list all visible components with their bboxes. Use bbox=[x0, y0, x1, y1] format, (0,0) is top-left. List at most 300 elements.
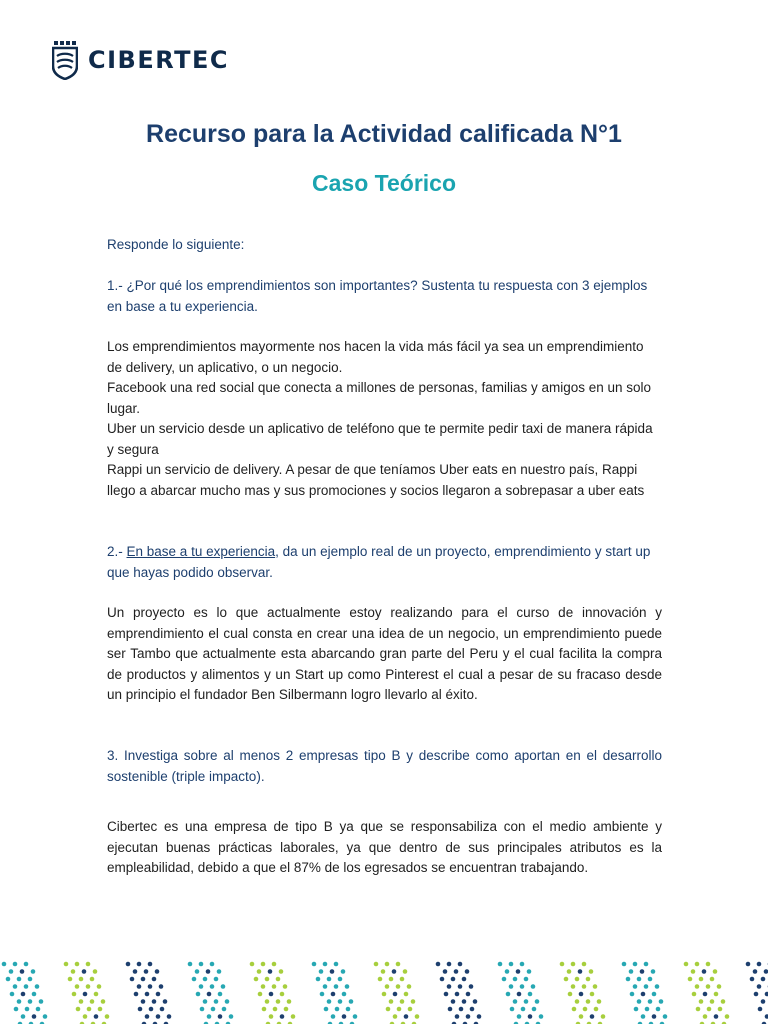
pattern-dot bbox=[695, 984, 700, 989]
pattern-dot bbox=[75, 962, 80, 967]
pattern-dot bbox=[590, 992, 595, 997]
pattern-dot bbox=[532, 1007, 537, 1012]
pattern-dot bbox=[528, 992, 533, 997]
pattern-dot bbox=[579, 992, 584, 997]
pattern-dot bbox=[583, 1007, 588, 1012]
pattern-dot bbox=[210, 962, 215, 967]
pattern-dot bbox=[498, 962, 503, 967]
pattern-dot bbox=[528, 1014, 533, 1019]
pattern-dot bbox=[758, 1007, 763, 1012]
pattern-dot bbox=[648, 999, 653, 1004]
pattern-dot bbox=[195, 969, 200, 974]
pattern-dot bbox=[718, 1007, 723, 1012]
pattern-dot bbox=[24, 984, 29, 989]
pattern-dot bbox=[98, 1007, 103, 1012]
pattern-dot bbox=[517, 992, 522, 997]
pattern-dot bbox=[597, 999, 602, 1004]
pattern-dot bbox=[473, 999, 478, 1004]
pattern-dot bbox=[261, 984, 266, 989]
pattern-dot bbox=[272, 962, 277, 967]
pattern-dot bbox=[761, 977, 766, 982]
pattern-dot bbox=[448, 1007, 453, 1012]
pattern-dot bbox=[273, 1007, 278, 1012]
pattern-dot bbox=[400, 999, 405, 1004]
pattern-dot bbox=[408, 1007, 413, 1012]
pattern-dot bbox=[725, 1014, 730, 1019]
pattern-dot bbox=[319, 969, 324, 974]
pattern-dot bbox=[97, 984, 102, 989]
pattern-dot bbox=[31, 969, 36, 974]
pattern-dot bbox=[706, 984, 711, 989]
footer-dot-pattern bbox=[0, 958, 768, 1024]
pattern-dot bbox=[601, 1014, 606, 1019]
pattern-dot bbox=[513, 999, 518, 1004]
question-2 bbox=[107, 542, 662, 583]
pattern-dot bbox=[200, 1007, 205, 1012]
pattern-dot bbox=[707, 1007, 712, 1012]
pattern-dot bbox=[156, 992, 161, 997]
pattern-dot bbox=[94, 1014, 99, 1019]
pattern-dot bbox=[25, 1007, 30, 1012]
pattern-dot bbox=[466, 1014, 471, 1019]
pattern-dot bbox=[560, 962, 565, 967]
pattern-dot bbox=[32, 992, 37, 997]
pattern-dot bbox=[520, 984, 525, 989]
pattern-dot bbox=[323, 984, 328, 989]
pattern-dot bbox=[331, 992, 336, 997]
pattern-dot bbox=[214, 977, 219, 982]
pattern-dot bbox=[141, 977, 146, 982]
pattern-dot bbox=[199, 984, 204, 989]
pattern-dot bbox=[713, 969, 718, 974]
pattern-dot bbox=[82, 969, 87, 974]
brand-name: CIBERTEC bbox=[88, 46, 230, 74]
answer-3: Cibertec es una empresa de tipo B ya que se responsabiliza con el medio ambiente y ejecutan buenas prácticas laborales, ya que dentro de sus principales atributos es la empleabilidad, debido a que el 87% de los egresados se encuentran trabajando. bbox=[107, 819, 662, 875]
pattern-dot bbox=[477, 1014, 482, 1019]
pattern-dot bbox=[753, 969, 758, 974]
pattern-dot bbox=[152, 999, 157, 1004]
pattern-dot bbox=[590, 1014, 595, 1019]
pattern-dot bbox=[582, 962, 587, 967]
pattern-dot bbox=[447, 984, 452, 989]
pattern-dot bbox=[35, 984, 40, 989]
pattern-dot bbox=[188, 962, 193, 967]
pattern-dot bbox=[455, 1014, 460, 1019]
pattern-dot bbox=[640, 969, 645, 974]
pattern-dot bbox=[392, 969, 397, 974]
pattern-dot bbox=[268, 969, 273, 974]
pattern-dot bbox=[764, 969, 768, 974]
pattern-dot bbox=[284, 1007, 289, 1012]
pattern-dot bbox=[217, 969, 222, 974]
pattern-dot bbox=[572, 1007, 577, 1012]
pattern-dot bbox=[385, 962, 390, 967]
pattern-dot bbox=[346, 1007, 351, 1012]
pattern-dot bbox=[20, 969, 25, 974]
pattern-dot bbox=[229, 1014, 234, 1019]
pattern-dot bbox=[163, 999, 168, 1004]
pattern-dot bbox=[155, 969, 160, 974]
pattern-dot bbox=[393, 1014, 398, 1019]
pattern-dot bbox=[83, 992, 88, 997]
pattern-dot bbox=[36, 1007, 41, 1012]
pattern-dot bbox=[757, 984, 762, 989]
pattern-dot bbox=[32, 1014, 37, 1019]
pattern-dot bbox=[706, 962, 711, 967]
pattern-dot bbox=[652, 1014, 657, 1019]
pattern-dot bbox=[564, 977, 569, 982]
pattern-dot bbox=[699, 999, 704, 1004]
pattern-dot bbox=[269, 1014, 274, 1019]
pattern-dot bbox=[757, 962, 762, 967]
pattern-dot bbox=[93, 969, 98, 974]
pattern-dot bbox=[629, 969, 634, 974]
pattern-dot bbox=[257, 969, 262, 974]
pattern-dot bbox=[211, 1007, 216, 1012]
pattern-dot bbox=[68, 977, 73, 982]
pattern-dot bbox=[527, 969, 532, 974]
cibertec-shield-icon bbox=[52, 40, 78, 80]
pattern-dot bbox=[684, 962, 689, 967]
pattern-dot bbox=[222, 1007, 227, 1012]
pattern-dot bbox=[196, 992, 201, 997]
pattern-dot bbox=[459, 1007, 464, 1012]
page-title: Recurso para la Actividad calificada N°1 bbox=[146, 120, 622, 148]
pattern-dot bbox=[396, 984, 401, 989]
pattern-dot bbox=[225, 999, 230, 1004]
pattern-dot bbox=[663, 1014, 668, 1019]
pattern-dot bbox=[436, 962, 441, 967]
pattern-dot bbox=[17, 977, 22, 982]
question-2-prefix: 2.- bbox=[107, 544, 127, 559]
pattern-dot bbox=[517, 1014, 522, 1019]
pattern-dot bbox=[126, 962, 131, 967]
pattern-dot bbox=[465, 969, 470, 974]
pattern-dot bbox=[714, 992, 719, 997]
pattern-dot bbox=[692, 992, 697, 997]
pattern-dot bbox=[13, 984, 18, 989]
pattern-dot bbox=[2, 962, 7, 967]
pattern-dot bbox=[648, 977, 653, 982]
pattern-dot bbox=[645, 1007, 650, 1012]
pattern-dot bbox=[568, 992, 573, 997]
pattern-dot bbox=[535, 999, 540, 1004]
pattern-dot bbox=[717, 984, 722, 989]
pattern-dot bbox=[79, 999, 84, 1004]
pattern-dot bbox=[750, 977, 755, 982]
pattern-dot bbox=[76, 1007, 81, 1012]
pattern-dot bbox=[13, 962, 18, 967]
pattern-dot bbox=[338, 977, 343, 982]
pattern-dot bbox=[279, 969, 284, 974]
pattern-dot bbox=[101, 999, 106, 1004]
pattern-dot bbox=[710, 977, 715, 982]
answer-1-paragraph: Los emprendimientos mayormente nos hacen la vida más fácil ya sea un emprendimiento de delivery, un aplicativo, o un negocio. bbox=[107, 339, 644, 375]
pattern-dot bbox=[513, 977, 518, 982]
pattern-dot bbox=[265, 999, 270, 1004]
pattern-dot bbox=[272, 984, 277, 989]
pattern-dot bbox=[137, 962, 142, 967]
pattern-dot bbox=[21, 992, 26, 997]
pattern-dot bbox=[637, 999, 642, 1004]
pattern-dot bbox=[75, 984, 80, 989]
pattern-dot bbox=[86, 962, 91, 967]
pattern-dot bbox=[462, 977, 467, 982]
pattern-dot bbox=[447, 962, 452, 967]
pattern-dot bbox=[454, 969, 459, 974]
pattern-dot bbox=[334, 962, 339, 967]
pattern-dot bbox=[214, 999, 219, 1004]
pattern-dot bbox=[90, 999, 95, 1004]
pattern-dot bbox=[338, 999, 343, 1004]
pattern-dot bbox=[276, 977, 281, 982]
pattern-dot bbox=[156, 1014, 161, 1019]
pattern-dot bbox=[342, 1014, 347, 1019]
pattern-dot bbox=[276, 999, 281, 1004]
pattern-dot bbox=[509, 962, 514, 967]
pattern-dot bbox=[105, 1014, 110, 1019]
pattern-dot bbox=[134, 992, 139, 997]
pattern-dot bbox=[509, 984, 514, 989]
pattern-dot bbox=[207, 1014, 212, 1019]
pattern-dot bbox=[633, 984, 638, 989]
pattern-dot bbox=[415, 1014, 420, 1019]
pattern-dot bbox=[524, 977, 529, 982]
pattern-dot bbox=[594, 1007, 599, 1012]
pattern-dot bbox=[641, 1014, 646, 1019]
pattern-dot bbox=[265, 977, 270, 982]
pattern-dot bbox=[586, 999, 591, 1004]
pattern-dot bbox=[393, 992, 398, 997]
pattern-dot bbox=[334, 984, 339, 989]
pattern-dot bbox=[90, 977, 95, 982]
pattern-dot bbox=[283, 984, 288, 989]
pattern-dot bbox=[714, 1014, 719, 1019]
pattern-dot bbox=[79, 977, 84, 982]
pattern-dot bbox=[524, 999, 529, 1004]
pattern-dot bbox=[444, 992, 449, 997]
pattern-dot bbox=[374, 962, 379, 967]
pattern-dot bbox=[43, 1014, 48, 1019]
pattern-dot bbox=[634, 1007, 639, 1012]
pattern-dot bbox=[87, 1007, 92, 1012]
pattern-dot bbox=[703, 1014, 708, 1019]
answer-1 bbox=[107, 337, 662, 501]
pattern-dot bbox=[327, 977, 332, 982]
pattern-dot bbox=[651, 969, 656, 974]
pattern-dot bbox=[699, 977, 704, 982]
pattern-dot bbox=[703, 992, 708, 997]
pattern-dot bbox=[159, 984, 164, 989]
pattern-dot bbox=[28, 999, 33, 1004]
pattern-dot bbox=[6, 977, 11, 982]
pattern-dot bbox=[386, 1007, 391, 1012]
pattern-dot bbox=[378, 977, 383, 982]
pattern-dot bbox=[622, 962, 627, 967]
pattern-dot bbox=[396, 962, 401, 967]
pattern-dot bbox=[221, 984, 226, 989]
pattern-dot bbox=[637, 977, 642, 982]
pattern-dot bbox=[327, 999, 332, 1004]
question-3: 3. Investiga sobre al menos 2 empresas tipo B y describe como aportan en el desarrollo sostenible (triple impacto). bbox=[107, 748, 662, 784]
pattern-dot bbox=[262, 1007, 267, 1012]
instruction-text: Responde lo siguiente: bbox=[107, 237, 245, 252]
pattern-dot bbox=[407, 984, 412, 989]
pattern-dot bbox=[280, 1014, 285, 1019]
pattern-dot bbox=[71, 969, 76, 974]
pattern-dot bbox=[575, 999, 580, 1004]
pattern-dot bbox=[385, 984, 390, 989]
pattern-dot bbox=[21, 1014, 26, 1019]
pattern-dot bbox=[316, 977, 321, 982]
pattern-dot bbox=[630, 992, 635, 997]
pattern-dot bbox=[641, 992, 646, 997]
pattern-dot bbox=[206, 969, 211, 974]
pattern-dot bbox=[593, 984, 598, 989]
pattern-dot bbox=[258, 992, 263, 997]
answer-1-paragraph: Uber un servicio desde un aplicativo de teléfono que te permite pedir taxi de manera rápida y segura bbox=[107, 421, 653, 457]
pattern-dot bbox=[64, 962, 69, 967]
pattern-dot bbox=[261, 962, 266, 967]
pattern-dot bbox=[86, 984, 91, 989]
pattern-dot bbox=[652, 992, 657, 997]
pattern-dot bbox=[633, 962, 638, 967]
pattern-dot bbox=[138, 1007, 143, 1012]
pattern-dot bbox=[254, 977, 259, 982]
pattern-dot bbox=[323, 962, 328, 967]
pattern-dot bbox=[458, 962, 463, 967]
pattern-dot bbox=[137, 984, 142, 989]
answer-2: Un proyecto es lo que actualmente estoy realizando para el curso de innovación y emprendimiento el cual consta en crear una idea de un negocio, un emprendimiento puede ser Tambo que actualmente esta abarcando gran parte del Peru y el cual facilita la compra de productos y alimentos y un Start up como Pinterest el cual a pesar de su fracaso desde un principio el fundador Ben Silbermann logro llevarlo al éxito. bbox=[107, 605, 662, 702]
pattern-dot bbox=[400, 977, 405, 982]
pattern-dot bbox=[655, 984, 660, 989]
pattern-dot bbox=[330, 969, 335, 974]
pattern-dot bbox=[710, 999, 715, 1004]
pattern-dot bbox=[656, 1007, 661, 1012]
pattern-dot bbox=[659, 999, 664, 1004]
pattern-dot bbox=[531, 984, 536, 989]
pattern-dot bbox=[145, 992, 150, 997]
question-2-rest: , da un ejemplo real de un proyecto, emprendimiento y start up que hayas podido observar. bbox=[107, 544, 651, 580]
pattern-dot bbox=[403, 969, 408, 974]
pattern-dot bbox=[94, 992, 99, 997]
pattern-dot bbox=[149, 1007, 154, 1012]
pattern-dot bbox=[462, 999, 467, 1004]
cibertec-logo bbox=[52, 40, 229, 80]
pattern-dot bbox=[404, 1014, 409, 1019]
pattern-dot bbox=[210, 984, 215, 989]
pattern-dot bbox=[39, 999, 44, 1004]
pattern-dot bbox=[152, 977, 157, 982]
pattern-dot bbox=[381, 969, 386, 974]
pattern-dot bbox=[349, 999, 354, 1004]
pattern-dot bbox=[539, 1014, 544, 1019]
pattern-dot bbox=[506, 992, 511, 997]
pattern-dot bbox=[578, 969, 583, 974]
pattern-dot bbox=[455, 992, 460, 997]
pattern-dot bbox=[145, 1014, 150, 1019]
pattern-dot bbox=[269, 992, 274, 997]
pattern-dot bbox=[575, 977, 580, 982]
pattern-dot bbox=[218, 1014, 223, 1019]
pattern-dot bbox=[320, 992, 325, 997]
pattern-dot bbox=[14, 1007, 19, 1012]
pattern-dot bbox=[10, 992, 15, 997]
pattern-dot bbox=[141, 999, 146, 1004]
pattern-dot bbox=[83, 1014, 88, 1019]
pattern-dot bbox=[746, 962, 751, 967]
pattern-dot bbox=[341, 969, 346, 974]
pattern-dot bbox=[331, 1014, 336, 1019]
pattern-dot bbox=[502, 977, 507, 982]
answer-1-paragraph: Rappi un servicio de delivery. A pesar de que teníamos Uber eats en nuestro país, Rappi llego a abarcar mucho mas y sus promociones y socios llegaron a sobrepasar a uber eats bbox=[107, 462, 645, 498]
pattern-dot bbox=[721, 999, 726, 1004]
pattern-dot bbox=[353, 1014, 358, 1019]
pattern-dot bbox=[520, 962, 525, 967]
pattern-dot bbox=[144, 969, 149, 974]
pattern-dot bbox=[644, 962, 649, 967]
pattern-dot bbox=[342, 992, 347, 997]
pattern-dot bbox=[148, 984, 153, 989]
pattern-dot bbox=[451, 977, 456, 982]
pattern-dot bbox=[411, 999, 416, 1004]
pattern-dot bbox=[345, 984, 350, 989]
pattern-dot bbox=[695, 962, 700, 967]
pattern-dot bbox=[586, 977, 591, 982]
pattern-dot bbox=[28, 977, 33, 982]
pattern-dot bbox=[510, 1007, 515, 1012]
pattern-dot bbox=[567, 969, 572, 974]
pattern-dot bbox=[203, 977, 208, 982]
pattern-dot bbox=[287, 999, 292, 1004]
pattern-dot bbox=[754, 992, 759, 997]
pattern-dot bbox=[192, 977, 197, 982]
pattern-dot bbox=[451, 999, 456, 1004]
pattern-dot bbox=[440, 977, 445, 982]
pattern-dot bbox=[312, 962, 317, 967]
question-1: 1.- ¿Por qué los emprendimientos son importantes? Sustenta tu respuesta con 3 ejemplos en base a tu experiencia. bbox=[107, 278, 648, 314]
pattern-dot bbox=[688, 977, 693, 982]
pattern-dot bbox=[702, 969, 707, 974]
pattern-dot bbox=[389, 999, 394, 1004]
pattern-dot bbox=[571, 962, 576, 967]
pattern-dot bbox=[291, 1014, 296, 1019]
pattern-dot bbox=[199, 962, 204, 967]
pattern-dot bbox=[389, 977, 394, 982]
pattern-dot bbox=[644, 984, 649, 989]
pattern-dot bbox=[397, 1007, 402, 1012]
pattern-dot bbox=[691, 969, 696, 974]
pattern-dot bbox=[72, 992, 77, 997]
pattern-dot bbox=[443, 969, 448, 974]
question-2-underlined: En base a tu experiencia bbox=[126, 544, 276, 559]
pattern-dot bbox=[160, 1007, 165, 1012]
pattern-dot bbox=[382, 992, 387, 997]
pattern-dot bbox=[626, 977, 631, 982]
pattern-dot bbox=[24, 962, 29, 967]
pattern-dot bbox=[458, 984, 463, 989]
pattern-dot bbox=[207, 992, 212, 997]
pattern-dot bbox=[579, 1014, 584, 1019]
answer-1-paragraph: Facebook una red social que conecta a millones de personas, familias y amigos en un solo lugar. bbox=[107, 380, 652, 416]
pattern-dot bbox=[280, 992, 285, 997]
pattern-dot bbox=[470, 1007, 475, 1012]
pattern-dot bbox=[404, 992, 409, 997]
pattern-dot bbox=[571, 984, 576, 989]
pattern-dot bbox=[133, 969, 138, 974]
pattern-dot bbox=[582, 984, 587, 989]
pattern-dot bbox=[9, 969, 14, 974]
